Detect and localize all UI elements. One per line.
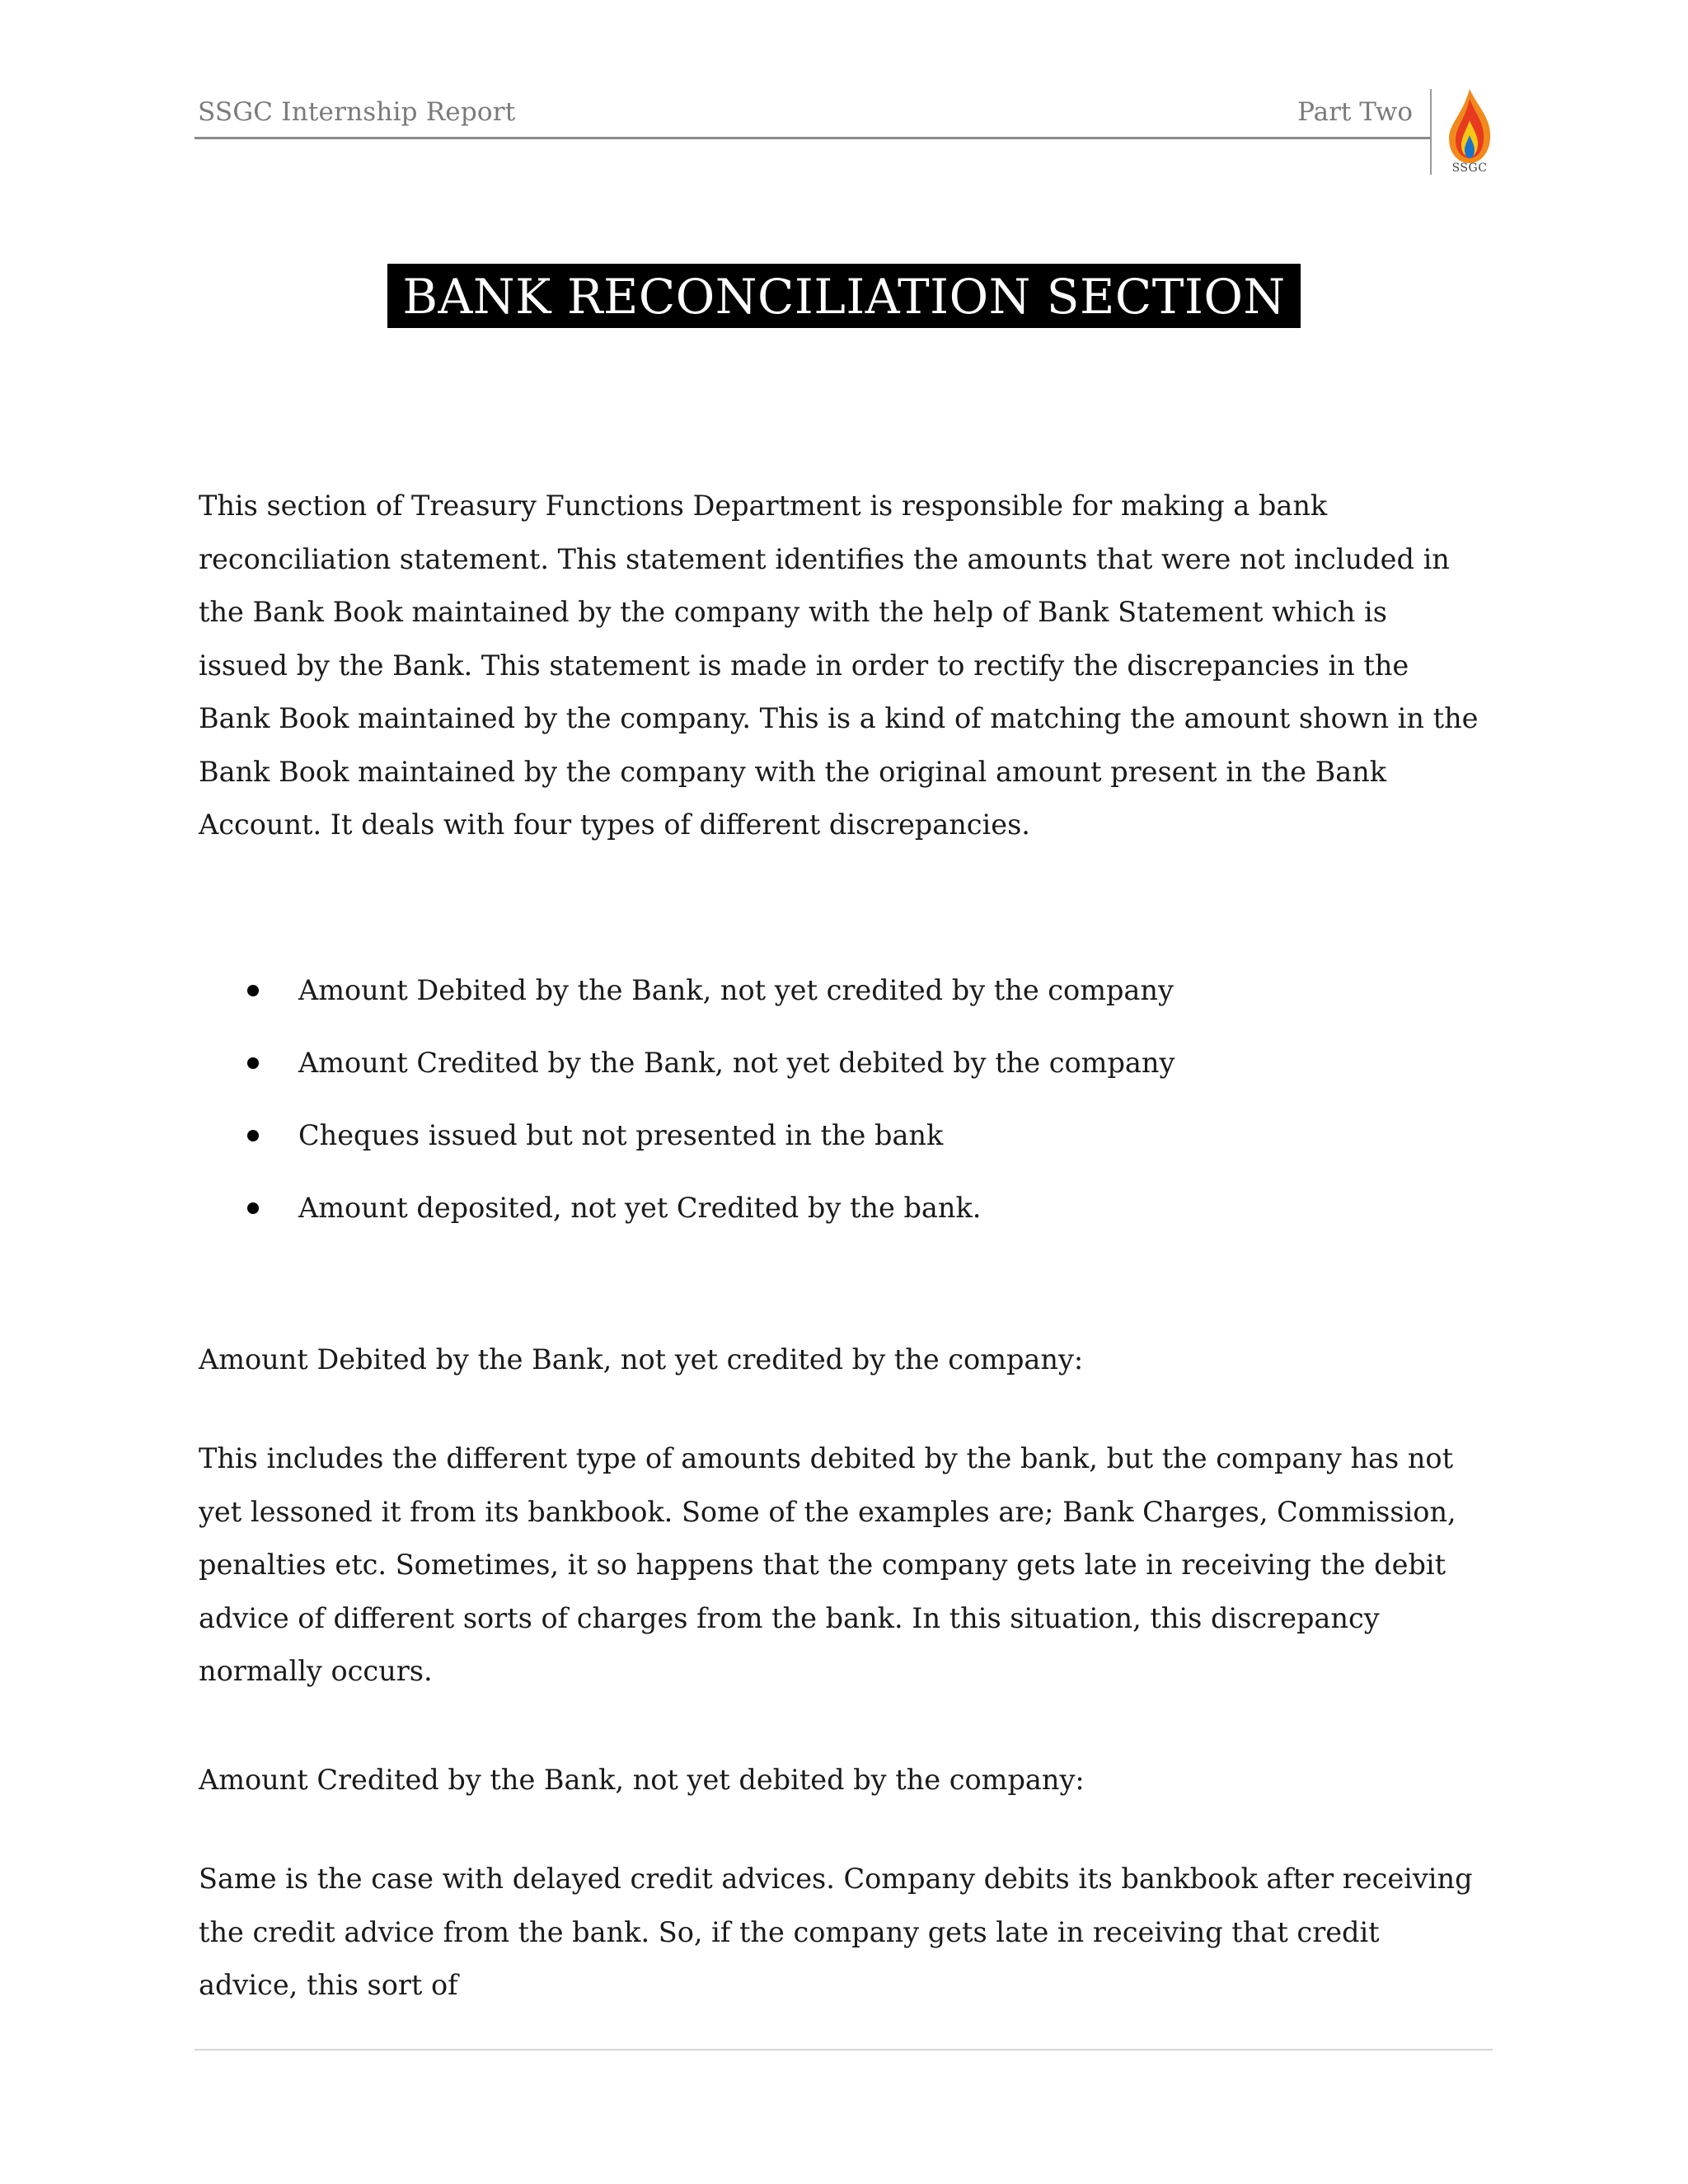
discrepancy-list xyxy=(247,964,1442,1254)
credited-heading: Amount Credited by the Bank, not yet debited by the company: xyxy=(199,1764,1085,1796)
bullet-icon xyxy=(247,1057,259,1069)
header-vertical-divider xyxy=(1430,89,1432,175)
debited-paragraph: This includes the different type of amounts debited by the bank, but the company has not yet lessoned it from its bankbook. Some of the examples are; Bank Charges, Commission, penalties etc. Sometimes, it so happens that the company gets late in receiving the debit advice of different sorts of charges from the bank. In this situation, this discrepancy normally occurs. xyxy=(199,1442,1456,1687)
list-item-text: Cheques issued but not presented in the bank xyxy=(298,1119,944,1151)
logo-wordmark: SSGC xyxy=(1451,162,1488,175)
list-item xyxy=(247,1109,1442,1182)
footer-divider xyxy=(195,2049,1493,2050)
header-part-label: Part Two xyxy=(1297,97,1413,127)
list-item-text: Amount deposited, not yet Credited by the bank. xyxy=(298,1192,982,1224)
credited-paragraph: Same is the case with delayed credit advices. Company debits its bankbook after receiving the credit advice from the bank. So, if the company gets late in receiving that credit advice, this sort of xyxy=(199,1863,1473,2001)
header-report-title: SSGC Internship Report xyxy=(198,97,516,127)
header-divider xyxy=(195,137,1431,139)
list-item-text: Amount Debited by the Bank, not yet credited by the company xyxy=(298,974,1174,1006)
debited-heading: Amount Debited by the Bank, not yet credited by the company: xyxy=(199,1343,1084,1376)
intro-paragraph: This section of Treasury Functions Department is responsible for making a bank reconciliation statement. This statement identifies the amounts that were not included in the Bank Book maintained by the company with the help of Bank Statement which is issued by the Bank. This statement is made in order to rectify the discrepancies in the Bank Book maintained by the company. This is a kind of matching the amount shown in the Bank Book maintained by the company with the original amount present in the Bank Account. It deals with four types of different discrepancies. xyxy=(199,490,1479,841)
bullet-icon xyxy=(247,1130,259,1141)
section-title: BANK RECONCILIATION SECTION xyxy=(387,264,1300,328)
list-item xyxy=(247,1182,1442,1254)
list-item xyxy=(247,964,1442,1037)
list-item-text: Amount Credited by the Bank, not yet debited by the company xyxy=(298,1047,1175,1079)
page-header xyxy=(198,97,1428,140)
bullet-icon xyxy=(247,1202,259,1214)
title-wrapper xyxy=(0,264,1688,328)
bullet-icon xyxy=(247,985,259,996)
list-item xyxy=(247,1037,1442,1109)
